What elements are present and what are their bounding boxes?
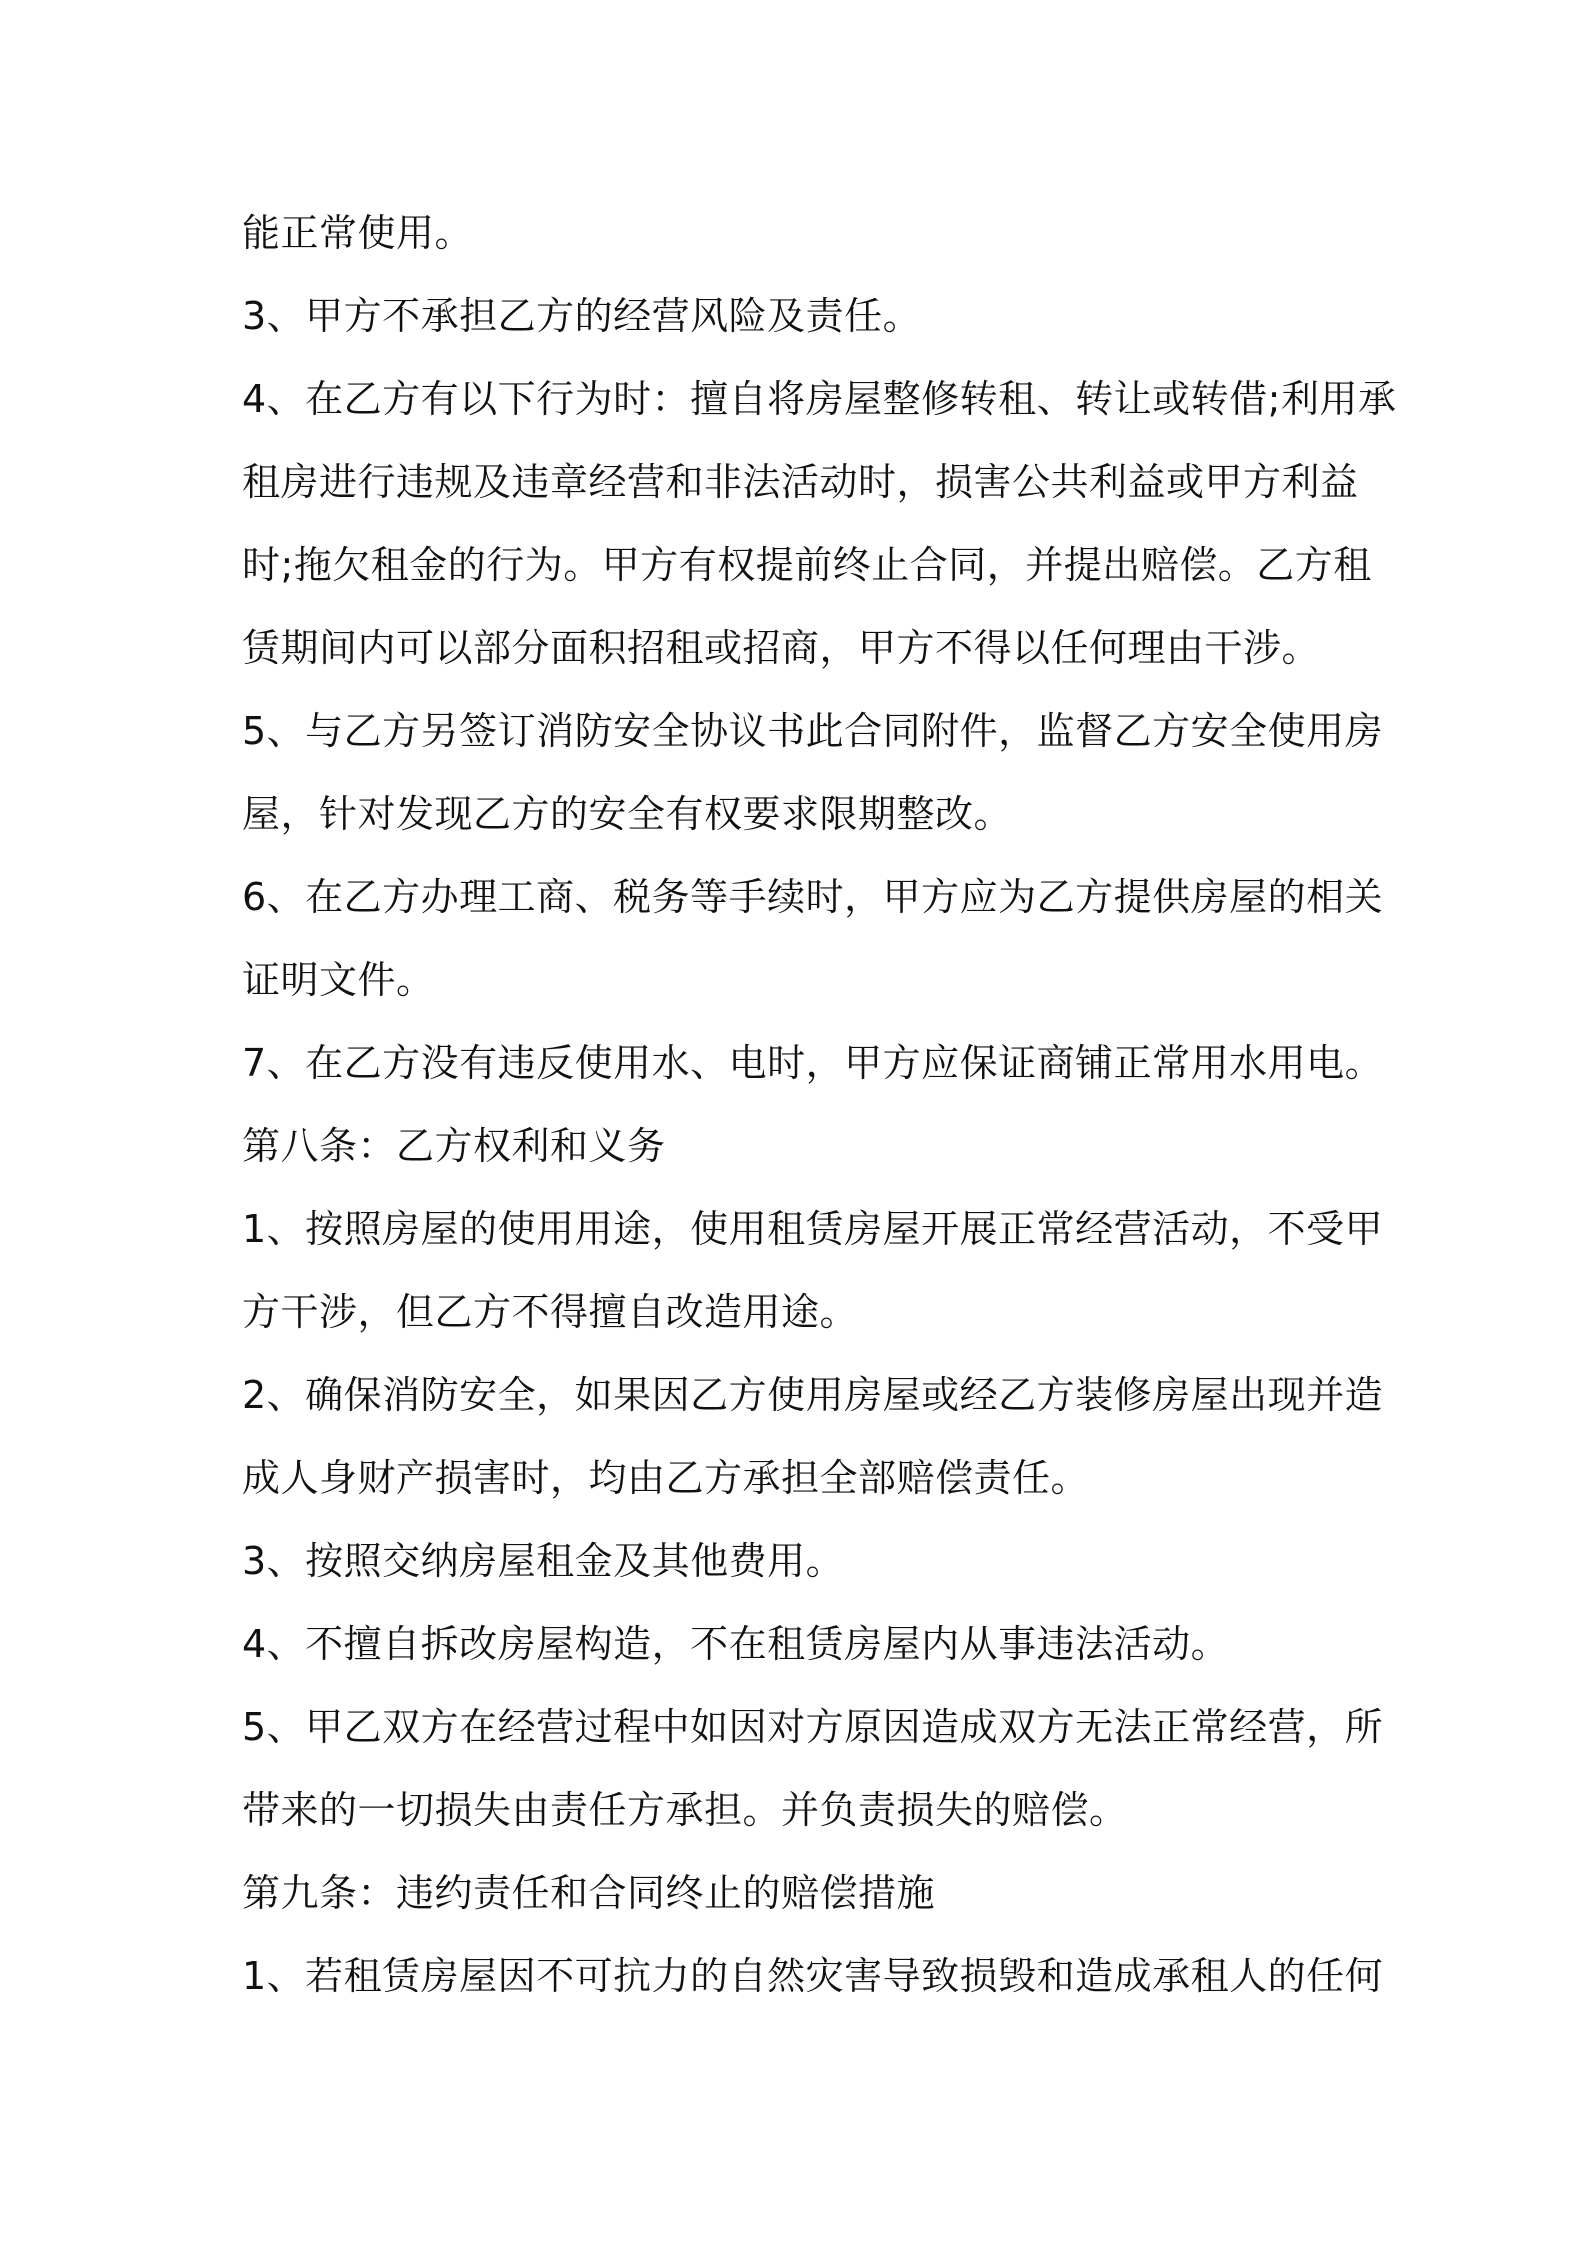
text-line: 时;拖欠租金的行为。甲方有权提前终止合同，并提出赔偿。乙方租	[242, 543, 1372, 587]
text-line: 屋，针对发现乙方的安全有权要求限期整改。	[242, 792, 1013, 836]
text-line: 5、甲乙双方在经营过程中如因对方原因造成双方无法正常经营，所	[242, 1705, 1384, 1749]
text-line: 1、按照房屋的使用用途，使用租赁房屋开展正常经营活动，不受甲	[242, 1207, 1384, 1251]
text-line: 成人身财产损害时，均由乙方承担全部赔偿责任。	[242, 1456, 1090, 1500]
text-line: 5、与乙方另签订消防安全协议书此合同附件，监督乙方安全使用房	[242, 709, 1384, 753]
text-line: 能正常使用。	[242, 211, 474, 255]
text-line: 3、甲方不承担乙方的经营风险及责任。	[242, 294, 922, 338]
text-line: 证明文件。	[242, 958, 435, 1002]
text-line: 赁期间内可以部分面积招租或招商，甲方不得以任何理由干涉。	[242, 626, 1321, 670]
section-heading: 第八条：乙方权利和义务	[242, 1124, 666, 1168]
text-line: 租房进行违规及违章经营和非法活动时，损害公共利益或甲方利益	[242, 460, 1359, 504]
text-line: 带来的一切损失由责任方承担。并负责损失的赔偿。	[242, 1788, 1128, 1832]
text-line: 6、在乙方办理工商、税务等手续时，甲方应为乙方提供房屋的相关	[242, 875, 1384, 919]
document-body	[242, 192, 1397, 2018]
text-line: 7、在乙方没有违反使用水、电时，甲方应保证商铺正常用水用电。	[242, 1041, 1384, 1085]
text-line: 4、不擅自拆改房屋构造，不在租赁房屋内从事违法活动。	[242, 1622, 1230, 1666]
text-line: 4、在乙方有以下行为时：擅自将房屋整修转租、转让或转借;利用承	[242, 377, 1397, 421]
section-heading: 第九条：违约责任和合同终止的赔偿措施	[242, 1871, 936, 1915]
text-line: 方干涉，但乙方不得擅自改造用途。	[242, 1290, 859, 1334]
text-line: 3、按照交纳房屋租金及其他费用。	[242, 1539, 845, 1583]
text-line: 2、确保消防安全，如果因乙方使用房屋或经乙方装修房屋出现并造	[242, 1373, 1384, 1417]
text-line: 1、若租赁房屋因不可抗力的自然灾害导致损毁和造成承租人的任何	[242, 1954, 1384, 1998]
